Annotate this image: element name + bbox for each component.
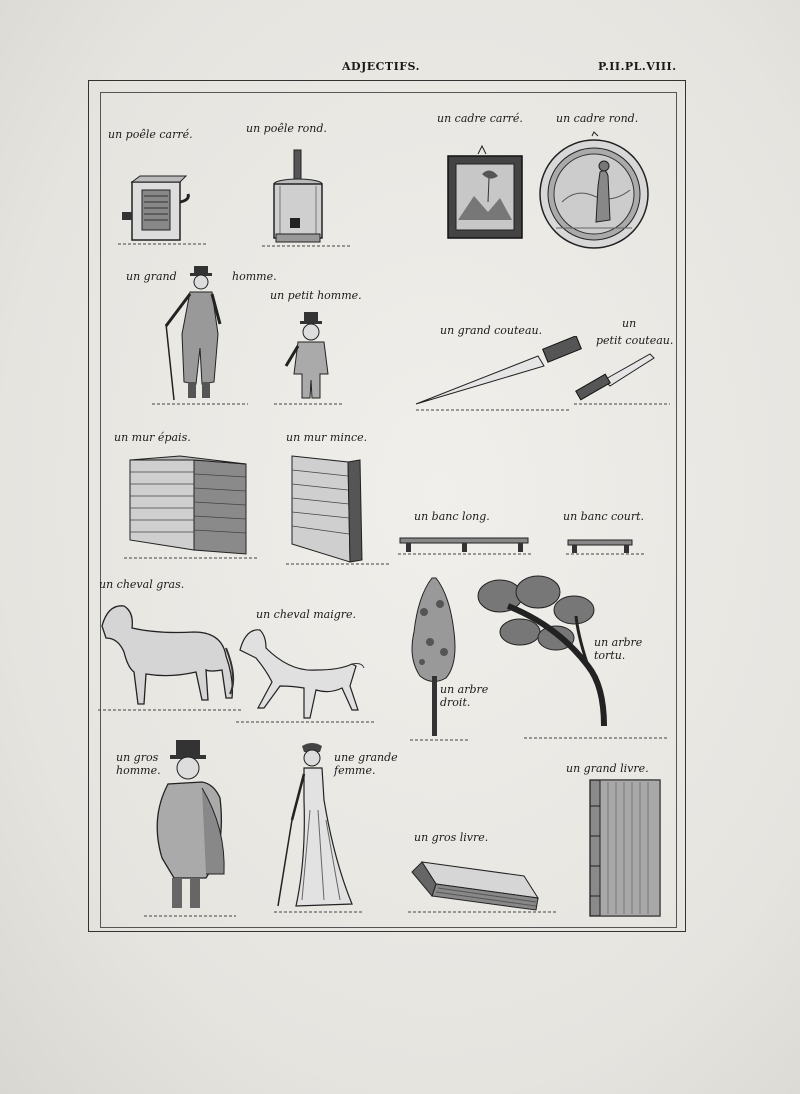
round-frame-illustration <box>536 130 654 250</box>
caption-mur-epais: un mur épais. <box>114 431 191 444</box>
small-knife-illustration <box>570 352 670 412</box>
caption-arbre-droit-1: un arbre <box>440 683 489 696</box>
straight-tree-illustration <box>404 572 471 748</box>
tall-woman-illustration <box>274 740 364 920</box>
caption-arbre-droit-2: droit. <box>440 696 471 709</box>
caption-grand-livre: un grand livre. <box>566 762 649 775</box>
caption-grand-couteau: un grand couteau. <box>440 324 543 337</box>
fat-man-illustration <box>144 738 236 924</box>
caption-gros-homme-1: un gros <box>116 751 159 764</box>
caption-petit-homme: un petit homme. <box>270 289 362 302</box>
caption-grande-femme-1: une grande <box>334 751 398 764</box>
caption-cadre-carre: un cadre carré. <box>437 112 523 125</box>
caption-poele-carre: un poêle carré. <box>108 128 193 141</box>
short-man-illustration <box>274 310 344 410</box>
caption-cadre-rond: un cadre rond. <box>556 112 639 125</box>
caption-arbre-tortu-1: un arbre <box>594 636 643 649</box>
thick-book-illustration <box>408 854 558 918</box>
thick-wall-illustration <box>124 450 258 566</box>
caption-petit-couteau-2: petit couteau. <box>596 334 674 347</box>
square-frame-illustration <box>444 140 528 244</box>
large-knife-illustration <box>410 336 590 418</box>
caption-grande-femme-2: femme. <box>334 764 376 777</box>
round-stove-illustration <box>262 146 352 254</box>
caption-petit-couteau-1: un <box>622 317 637 330</box>
lean-horse-illustration <box>236 624 376 728</box>
square-stove-illustration <box>118 170 208 252</box>
caption-cheval-maigre: un cheval maigre. <box>256 608 357 621</box>
caption-poele-rond: un poêle rond. <box>246 122 327 135</box>
caption-gros-livre: un gros livre. <box>414 831 489 844</box>
caption-grand-homme-1: un grand <box>126 270 177 283</box>
plate-number: P.II.PL.VIII. <box>598 60 677 73</box>
caption-mur-mince: un mur mince. <box>286 431 368 444</box>
caption-banc-long: un banc long. <box>414 510 490 523</box>
caption-grand-homme-2: homme. <box>232 270 277 283</box>
short-bench-illustration <box>566 536 646 558</box>
thin-wall-illustration <box>286 450 390 570</box>
caption-gros-homme-2: homme. <box>116 764 161 777</box>
large-book-illustration <box>584 776 668 922</box>
caption-arbre-tortu-2: tortu. <box>594 649 626 662</box>
crooked-tree-illustration <box>468 566 668 746</box>
tall-man-illustration <box>152 264 248 414</box>
fat-horse-illustration <box>98 598 242 716</box>
caption-banc-court: un banc court. <box>563 510 645 523</box>
long-bench-illustration <box>398 534 532 558</box>
caption-cheval-gras: un cheval gras. <box>99 578 185 591</box>
plate-heading: ADJECTIFS. <box>342 60 420 73</box>
